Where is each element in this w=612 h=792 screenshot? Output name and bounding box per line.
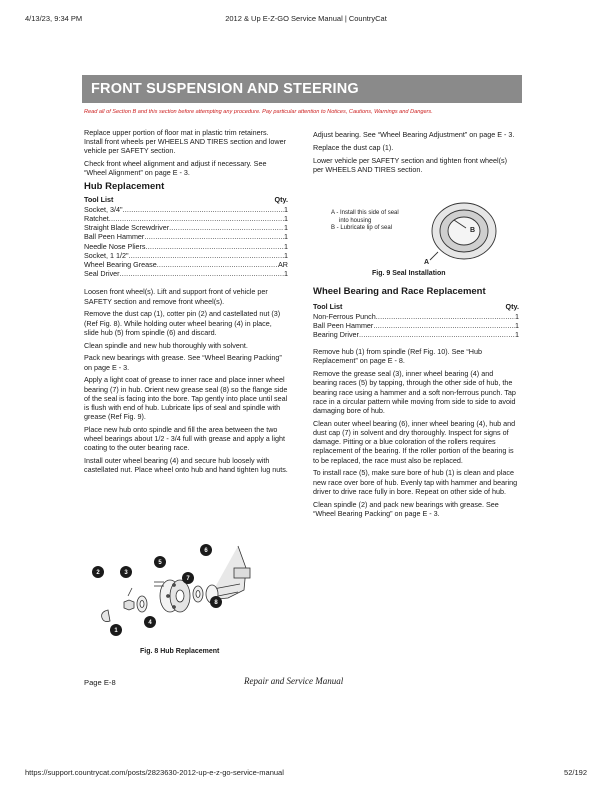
tool-list-label: Tool List [84,195,114,205]
print-page-title: 2012 & Up E-Z-GO Service Manual | CountryCat [225,14,387,23]
step-paragraph: Replace the dust cap (1). [313,142,394,152]
tool-row: Ball Peen Hammer ..... 1 [313,321,519,330]
step-paragraph: Remove hub (1) from spindle (Ref Fig. 10). See “Hub Replacement” on page E - 8. [313,347,482,366]
step-paragraph: Remove the grease seal (3), inner wheel bearing (4) and bearing races (5) by tapping, through the other side of hub, the bearing race using a hammer and a soft non-ferrous punch. Tap race in a circular pattern while moving from side to side to avoid damaging bore of hub. [313,369,516,415]
fig9-letter-a: A [424,259,430,266]
callout-6: 6 [204,548,208,555]
qty-label: Qty. [274,195,288,205]
step-paragraph: Pack new bearings with grease. See “Wheel Bearing Packing” on page E - 3. [84,353,282,372]
fig8-caption: Fig. 8 Hub Replacement [140,648,220,655]
print-datetime: 4/13/23, 9:34 PM [25,14,83,23]
tool-row: Ratchet ..... 1 [84,214,288,223]
seal-installation-figure [414,200,514,266]
callout-7: 7 [186,576,190,583]
legend-b: B - Lubricate lip of seal [331,225,393,231]
tool-row: Bearing Driver ..... 1 [313,330,519,339]
tool-list-header [313,302,519,312]
right-column-top [313,130,519,178]
tool-list-header [84,195,288,205]
right-column [313,286,519,522]
legend-a: A - Install this side of seal [331,210,399,216]
intro-paragraph: Check front wheel alignment and adjust if necessary. See “Wheel Alignment” on page E - 3. [84,159,267,178]
tool-row: Ball Peen Hammer ..... 1 [84,232,288,241]
callout-8: 8 [214,600,218,607]
step-paragraph: Apply a light coat of grease to inner race and place inner wheel bearing (7) in hub. Orient new grease seal (8) so the flange side of the seal is facing into the bore. Tap gently into place until seal is flush with end of hub. Lubricate lips of seal and spindle with grease (Ref Fig. 9). [84,375,288,422]
callout-4: 4 [148,620,152,627]
fig9-legend [331,210,399,233]
step-paragraph: Install outer wheel bearing (4) and secure hub loosely with castellated nut. Place wheel onto hub and hand tighten lug nuts. [84,456,288,475]
callout-2: 2 [96,570,100,577]
wheel-bearing-heading: Wheel Bearing and Race Replacement [313,286,486,297]
qty-label: Qty. [505,302,519,311]
safety-note: Read all of Section B and this section before attempting any procedure. Pay particular attention to Notices, Cautions, Warnings and Dangers. [84,109,433,115]
tool-row: Seal Driver ..... 1 [84,269,288,278]
callout-5: 5 [158,560,162,567]
step-paragraph: Adjust bearing. See “Wheel Bearing Adjustment” on page E - 3. [313,130,515,139]
legend-a-cont: into housing [339,217,372,224]
tool-row: Non-Ferrous Punch ..... 1 [313,312,519,321]
tool-list [84,205,288,279]
step-paragraph: Loosen front wheel(s). Lift and support front of vehicle per SAFETY section and remove front wheel(s). [84,287,268,306]
step-paragraph: Remove the dust cap (1), cotter pin (2) and castellated nut (3) (Ref Fig. 8). While holding outer wheel bearing (4) in place, slide hub (5) from spindle (6) and discard. [84,309,281,337]
step-paragraph: Clean spindle and new hub thoroughly with solvent. [84,340,248,350]
print-url: https://support.countrycat.com/posts/2823630-2012-up-e-z-go-service-manual [25,768,284,777]
callout-1: 1 [114,628,118,635]
left-column [84,128,288,478]
hub-replacement-figure [88,538,288,646]
section-banner: FRONT SUSPENSION AND STEERING [82,75,522,103]
intro-paragraph: Replace upper portion of floor mat in plastic trim retainers. Install front wheels per WHEELS AND TIRES section and lower vehicle per SAFETY section. [84,128,287,156]
step-paragraph: Clean outer wheel bearing (6), inner wheel bearing (4), hub and dust cap (7) in solvent and dry thoroughly. Inspect for signs of damage. Pitting or a blue coloration of the rollers requires replacement of the bearing. If the roller portion of the bearing is to be replaced, the race must also be replaced. [313,418,516,465]
tool-list [313,312,519,340]
print-page-count: 52/192 [564,768,587,777]
page-number: Page E-8 [84,678,116,687]
hub-replacement-heading: Hub Replacement [84,181,165,193]
tool-row: Socket, 3/4" ..... 1 [84,205,288,214]
manual-title: Repair and Service Manual [244,676,344,686]
fig9-caption: Fig. 9 Seal Installation [372,270,446,277]
step-paragraph: To install race (5), make sure bore of hub (1) is clean and place new race over bore of hub. Evenly tap with hammer and bearing driver to drive race fully in bore. Repeat on other side of hub. [313,468,518,496]
fig9-letter-b: B [470,227,476,234]
tool-row: Straight Blade Screwdriver ..... 1 [84,223,288,232]
tool-row: Socket, 1 1/2" ..... 1 [84,251,288,260]
callout-3: 3 [124,570,128,577]
step-paragraph: Lower vehicle per SAFETY section and tighten front wheel(s) per WHEELS AND TIRES section. [313,155,508,174]
tool-list-label: Tool List [313,302,343,311]
tool-row: Needle Nose Pliers ..... 1 [84,242,288,251]
step-paragraph: Place new hub onto spindle and fill the area between the two wheel bearings about 1/2 - 3/4 full with grease and apply a light coating to the outer bearing race. [84,424,285,453]
tool-row: Wheel Bearing Grease ..... AR [84,260,288,269]
step-paragraph: Clean spindle (2) and pack new bearings with grease. See “Wheel Bearing Packing” on page E - 3. [313,499,499,518]
